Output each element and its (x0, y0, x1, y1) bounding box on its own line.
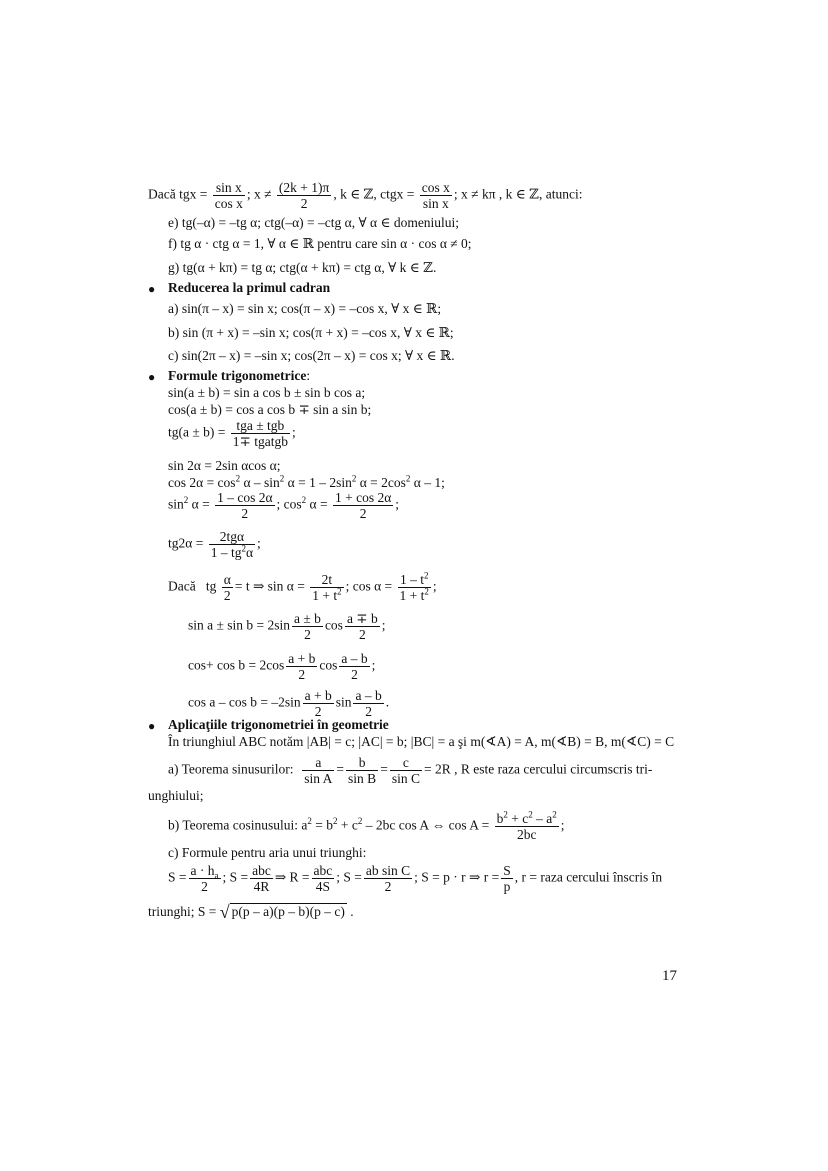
property-g: g) tg(α + kπ) = tg α; ctg(α + kπ) = ctg α, ∀ k ∈ ℤ. (168, 260, 437, 275)
heron-formula: triunghi; S = √ p(p – a)(p – b)(p – c) . (148, 902, 354, 922)
area-formulas: S = $\frac{a \cdot h_a}{2}$ ; S = abc 4R ⇒ R = abc 4S ; S = $\frac{\text{ab sin C}}{2}$ ; S = p · r ⇒ r = $\frac{S}{p}$ , r = raza cercului înscris în (168, 863, 663, 894)
fraction: abc 4R (252, 863, 271, 894)
bullet-icon: ● (148, 282, 156, 296)
section-title-aplicatii: Aplicaţiile trigonometriei în geometrie (168, 717, 389, 732)
fraction: $\frac{\text{sin x}}{\text{cos x}}$ (214, 180, 243, 211)
formula-cos-double: $\cos 2\alpha = \cos^2 \alpha - \sin^2 \alpha = 1 - 2\sin^2$ $\alpha = 2\cos^2$ α – 1; (168, 473, 445, 490)
formula-tg-sum: tg(a ± b) = tga ± tgb 1∓ tgatgb ; (168, 418, 296, 449)
fraction: $\frac{\alpha}{2}$ (223, 572, 231, 603)
reduction-a: a) sin(π – x) = sin x; cos(π – x) = –cos x, ∀ x ∈ ℝ; (168, 301, 442, 316)
fraction: tga ± tgb 1∓ tgatgb (232, 418, 288, 449)
formula-sin-sum: sin(a ± b) = sin a cos b ± sin b cos a; (168, 385, 366, 400)
section-title-reducere: Reducerea la primul cadran (168, 280, 331, 295)
area-formulas-title: c) Formule pentru aria unui triunghi: (168, 845, 367, 860)
formula-sin-sum-product: sin a ± sin b = 2sin $\frac{a \pm b}{2}$ cos $\frac{a \mp b}{2}$ ; (188, 611, 386, 642)
formula-tg-double: tg2α = 2tgα $1 - tg^2\alpha$ ; (168, 529, 261, 560)
fraction: $\frac{a - b}{2}$ (341, 651, 368, 682)
law-of-sines: a) Teorema sinusurilor: $\frac{a}{\text{sin A}}$ = $\frac{b}{\text{sin B}}$ = $\frac{c}{\text{sin C}}$ = 2R , R este raza cercului circumscris tri- (168, 755, 653, 786)
formula-sin-double: sin 2α = 2sin αcos α; (168, 458, 281, 473)
fraction: $\frac{1 + \cos 2\alpha}{2}$ (334, 490, 392, 521)
triangle-notation: În triunghiul ABC notăm |AB| = c; |AC| = b; |BC| = a şi m(∢A) = A, m(∢B) = B, m(∢C) = C (168, 734, 675, 749)
fraction: $\frac{2t}{1 + t^2}$ (312, 572, 342, 603)
formula-square-halves: $\sin^2 \alpha$ = $\frac{1 - \cos 2\alpha}{2}$ ; $\cos^2 \alpha$ = $\frac{1 + \cos 2\alpha}{2}$ ; (168, 490, 400, 521)
section-title-formule: Formule trigonometrice: (168, 368, 311, 383)
formula-cos-sum: cos(a ± b) = cos a cos b ∓ sin a sin b; (168, 402, 372, 417)
fraction: $\frac{a + b}{2}$ (304, 688, 332, 719)
fraction: $\frac{S}{p}$ (503, 863, 511, 894)
formula-cos-diff-product: cos a – cos b = –2sin $\frac{a + b}{2}$ sin $\frac{a - b}{2}$ . (188, 688, 390, 719)
property-e: e) tg(–α) = –tg α; ctg(–α) = –ctg α, ∀ α ∈ domeniului; (168, 215, 460, 230)
fraction: $\frac{1 - t^2}{1 + t^2}$ (399, 570, 429, 603)
square-root: √ p(p – a)(p – b)(p – c) (219, 902, 345, 922)
property-f: f) tg α · ctg α = 1, ∀ α ∈ ℝ pentru care sin α · cos α ≠ 0; (168, 236, 472, 251)
fraction: $\frac{a - b}{2}$ (355, 688, 382, 719)
fraction: $\frac{(2k + 1)\pi}{2}$ (278, 180, 330, 211)
law-of-sines-cont: unghiului; (148, 788, 204, 803)
fraction: $\frac{c}{\text{sin C}}$ (391, 755, 420, 786)
fraction: $\frac{a \pm b}{2}$ (294, 611, 321, 642)
bullet-icon: ● (148, 370, 156, 384)
fraction: $\frac{a + b}{2}$ (288, 651, 316, 682)
formula-half-angle-sub: Dacă tg $\frac{\alpha}{2}$ = t ⇒ sin α = $\frac{2t}{1 + t^2}$ ; cos α = $\frac{1 - t^2}{1 + t^2}$ ; (168, 570, 437, 603)
law-of-cosines: b) Teorema cosinusului: $a^2 = b^2 + c^2 - 2bc$ cos A ⇔ cos A = $\frac{b^2 + c^2 - a^2}{2bc}$ ; (168, 809, 565, 842)
fraction: $\frac{a}{\text{sin A}}$ (304, 755, 333, 786)
tg-definition-line: Dacă tgx = $\frac{\text{sin x}}{\text{cos x}}$ ; x ≠ $\frac{(2k + 1)\pi}{2}$ , k ∈ ℤ, ctgx = $\frac{\text{cos x}}{\text{sin x}}$ ; x ≠ kπ , k ∈ ℤ, atunci: (148, 180, 583, 211)
fraction: 2tgα $1 - tg^2\alpha$ (210, 529, 254, 560)
fraction: $\frac{\text{cos x}}{\text{sin x}}$ (421, 180, 450, 211)
reduction-b: b) sin (π + x) = –sin x; cos(π + x) = –cos x, ∀ x ∈ ℝ; (168, 325, 454, 340)
formula-cos-sum-product: cos+ cos b = 2cos $\frac{a + b}{2}$ cos $\frac{a - b}{2}$ ; (188, 651, 376, 682)
fraction: $\frac{a \mp b}{2}$ (346, 611, 378, 642)
page-number: 17 (662, 968, 677, 984)
fraction: $\frac{\text{ab sin C}}{2}$ (365, 863, 411, 894)
fraction: $\frac{1 - \cos 2\alpha}{2}$ (217, 490, 273, 521)
reduction-c: c) sin(2π – x) = –sin x; cos(2π – x) = cos x; ∀ x ∈ ℝ. (168, 348, 455, 363)
bullet-icon: ● (148, 719, 156, 733)
fraction: abc 4S (313, 863, 333, 894)
fraction: $\frac{b^2 + c^2 - a^2}{2bc}$ (496, 809, 557, 842)
fraction: $\frac{b}{\text{sin B}}$ (348, 755, 377, 786)
fraction: $\frac{a \cdot h_a}{2}$ (190, 863, 219, 894)
